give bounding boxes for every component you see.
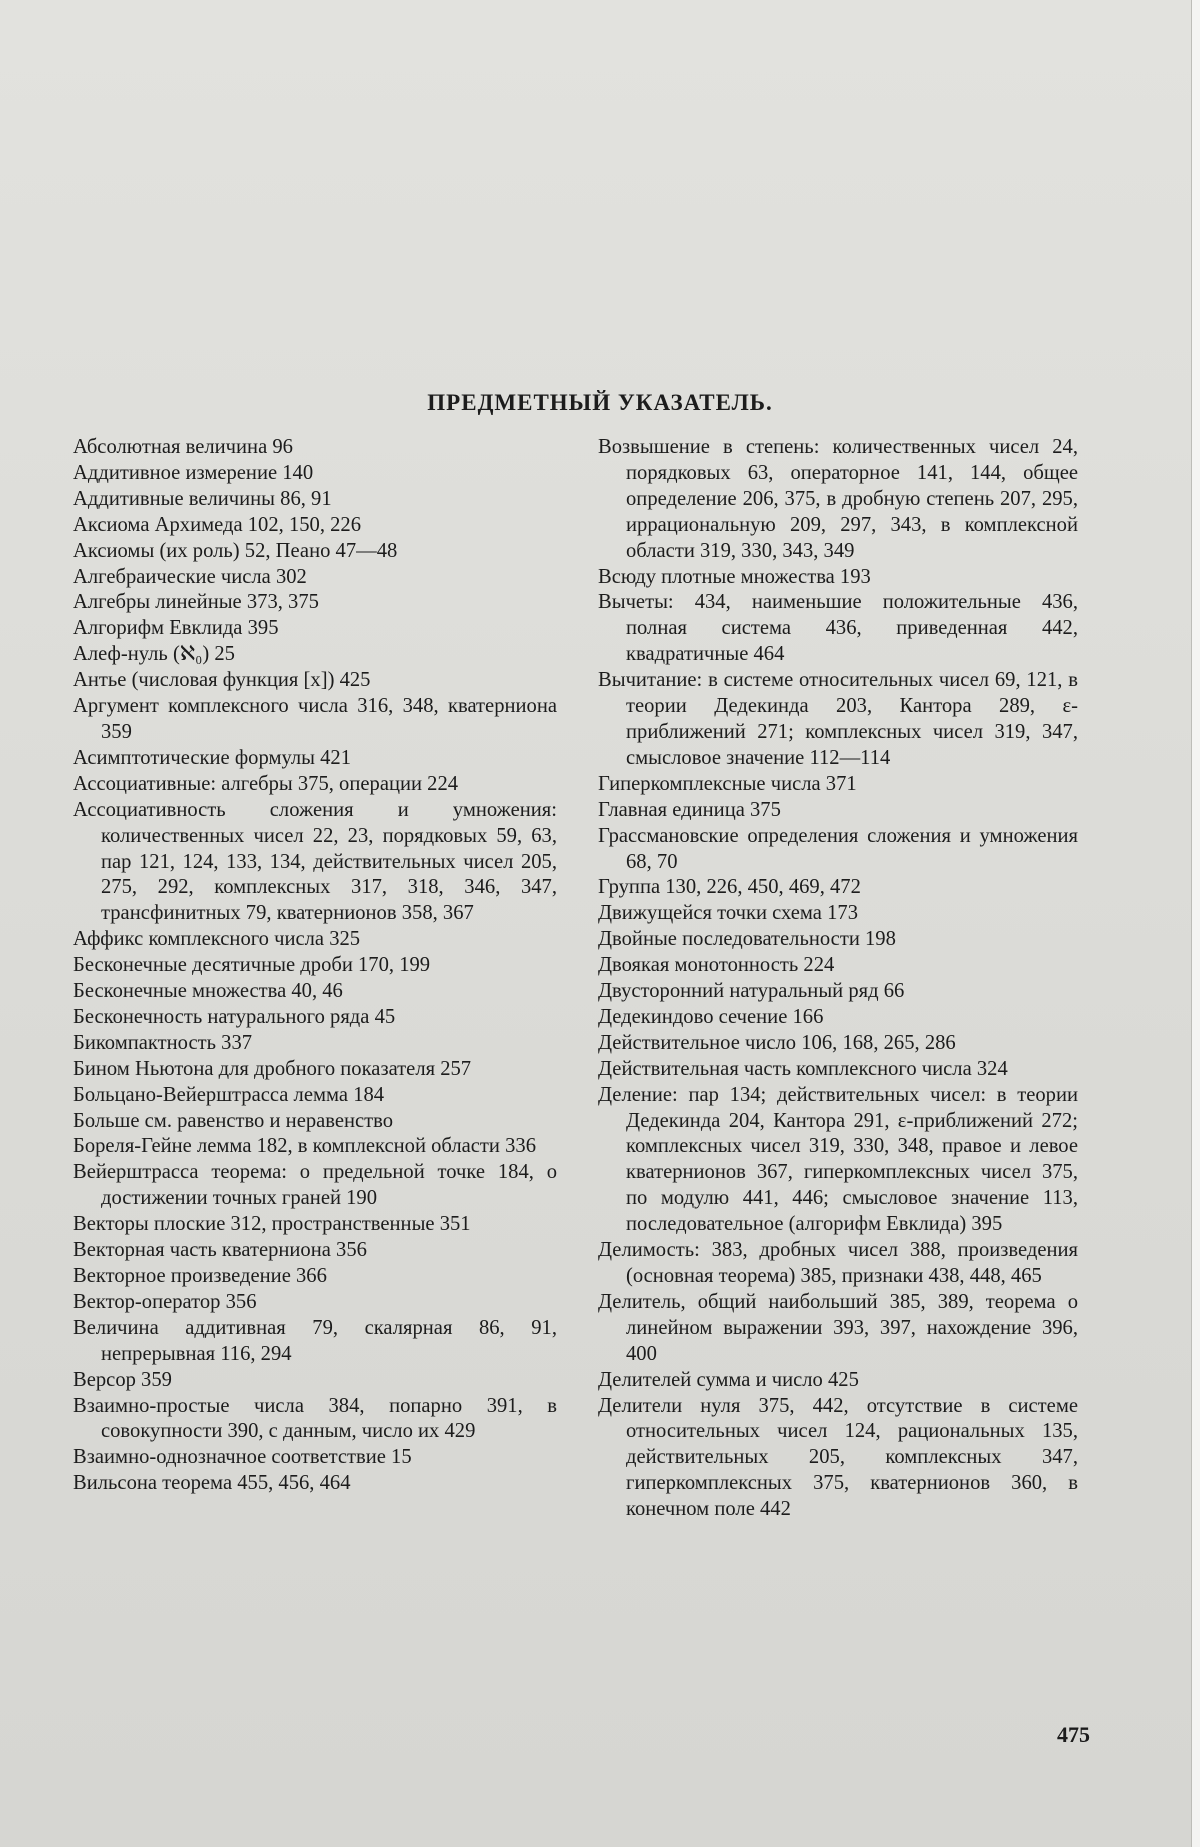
index-entry: Бином Ньютона для дробного показателя 257 <box>73 1057 472 1080</box>
index-entry: Главная единица 375 <box>598 798 781 821</box>
index-entry: Аргумент комплексного числа 316, 348, кватерниона 359 <box>73 695 557 743</box>
index-entry: Бореля-Гейне лемма 182, в комплексной области 336 <box>73 1135 536 1158</box>
index-entry: Больцано-Вейерштрасса лемма 184 <box>73 1083 385 1106</box>
index-entry: Величина аддитивная 79, скалярная 86, 91, непрерывная 116, 294 <box>73 1316 557 1365</box>
index-entry: Векторы плоские 312, пространственные 351 <box>73 1213 471 1236</box>
index-entry: Асимптотические формулы 421 <box>73 746 352 769</box>
index-entry: Аксиома Архимеда 102, 150, 226 <box>73 513 362 536</box>
index-entry: Вычитание: в системе относительных чисел 69, 121, в теории Дедекинда 203, Кантора 289, ε-приближений 271; комплексных чисел 319, 347, смысловое значение 112—114 <box>598 669 1078 769</box>
index-entry: Вычеты: 434, наименьшие положительные 436, полная система 436, приведенная 442, квадратичные 464 <box>598 591 1078 666</box>
index-entry: Всюду плотные множества 193 <box>598 565 871 588</box>
index-entry: Аддитивные величины 86, 91 <box>73 487 332 510</box>
index-entry: Дедекиндово сечение 166 <box>598 1005 824 1028</box>
index-entry: Ассоциативность сложения и умножения: количественных чисел 22, 23, порядковых 59, 63, пар 121, 124, 133, 134, действительных чисел 205, 275, 292, комплексных 317, 318, 346, 347, трансфинитных 79, кватернионов 358, 367 <box>73 798 557 925</box>
index-entry: Возвышение в степень: количественных чисел 24, порядковых 63, операторное 141, 144, общее определение 206, 375, в дробную степень 207, 295, иррациональную 209, 297, 343, в комплексной области 319, 330, 343, 349 <box>598 436 1078 562</box>
page-title: ПРЕДМЕТНЫЙ УКАЗАТЕЛЬ. <box>427 390 773 415</box>
index-entry: Вейерштрасса теорема: о предельной точке 184, о достижении точных граней 190 <box>73 1161 557 1210</box>
index-entry: Алгебры линейные 373, 375 <box>73 591 319 614</box>
index-entry: Делитель, общий наибольший 385, 389, теорема о линейном выражении 393, 397, нахождение 396, 400 <box>598 1290 1078 1365</box>
index-entry: Двусторонний натуральный ряд 66 <box>598 980 905 1003</box>
index-column-right <box>598 435 1078 1523</box>
index-entry: Движущейся точки схема 173 <box>598 902 858 925</box>
index-entry: Абсолютная величина 96 <box>73 436 293 458</box>
index-entry: Взаимно-однозначное соответствие 15 <box>73 1446 412 1469</box>
index-entry: Делители нуля 375, 442, отсутствие в системе относительных чисел 124, рациональных 135, действительных 205, комплексных 347, гиперкомплексных 375, кватернионов 360, в конечном поле 442 <box>598 1394 1078 1521</box>
index-entry: Бикомпактность 337 <box>73 1031 253 1054</box>
index-entry: Аксиомы (их роль) 52, Пеано 47—48 <box>73 539 398 562</box>
index-entry: Бесконечные множества 40, 46 <box>73 980 343 1003</box>
index-entry: Бесконечные десятичные дроби 170, 199 <box>73 954 431 977</box>
index-entry: Аффикс комплексного числа 325 <box>73 928 361 951</box>
index-entry: Деление: пар 134; действительных чисел: в теории Дедекинда 204, Кантора 291, ε-приближений 272; комплексных чисел 319, 330, 348, правое и левое кватернионов 367, гиперкомплексных чисел 375, по модулю 441, 446; смысловое значение 113, последовательное (алгорифм Евклида) 395 <box>598 1083 1078 1236</box>
index-entry: Вектор-оператор 356 <box>73 1290 257 1313</box>
index-entry: Действительное число 106, 168, 265, 286 <box>598 1031 956 1054</box>
index-entry: Взаимно-простые числа 384, попарно 391, в совокупности 390, с данным, число их 429 <box>73 1394 557 1443</box>
index-entry: Двойные последовательности 198 <box>598 928 896 951</box>
index-entry: Векторное произведение 366 <box>73 1265 327 1287</box>
index-entry: Вильсона теорема 455, 456, 464 <box>73 1472 351 1495</box>
index-entry: Векторная часть кватерниона 356 <box>73 1239 367 1262</box>
index-entry: Алеф-нуль (ℵ₀) 25 <box>73 643 235 666</box>
index-column-left <box>73 435 557 1497</box>
page-number: 475 <box>1057 1722 1090 1747</box>
index-entry: Делимость: 383, дробных чисел 388, произведения (основная теорема) 385, признаки 438, 448, 465 <box>598 1239 1078 1287</box>
page-edge <box>1191 0 1200 1847</box>
index-entry: Двоякая монотонность 224 <box>598 954 835 977</box>
index-entry: Гиперкомплексные числа 371 <box>598 772 857 795</box>
index-entry: Версор 359 <box>73 1368 172 1391</box>
index-entry: Алгорифм Евклида 395 <box>73 617 279 640</box>
index-entry: Аддитивное измерение 140 <box>73 461 314 484</box>
index-entry: Грассмановские определения сложения и умножения 68, 70 <box>598 824 1078 873</box>
index-entry: Делителей сумма и число 425 <box>598 1368 859 1391</box>
index-entry: Бесконечность натурального ряда 45 <box>73 1005 396 1028</box>
index-entry: Алгебраические числа 302 <box>73 565 307 588</box>
index-entry: Ассоциативные: алгебры 375, операции 224 <box>73 772 459 795</box>
index-entry: Группа 130, 226, 450, 469, 472 <box>598 876 861 899</box>
index-entry: Больше см. равенство и неравенство <box>73 1109 394 1132</box>
index-entry: Действительная часть комплексного числа 324 <box>598 1057 1008 1080</box>
index-entry: Антье (числовая функция [x]) 425 <box>73 669 371 692</box>
